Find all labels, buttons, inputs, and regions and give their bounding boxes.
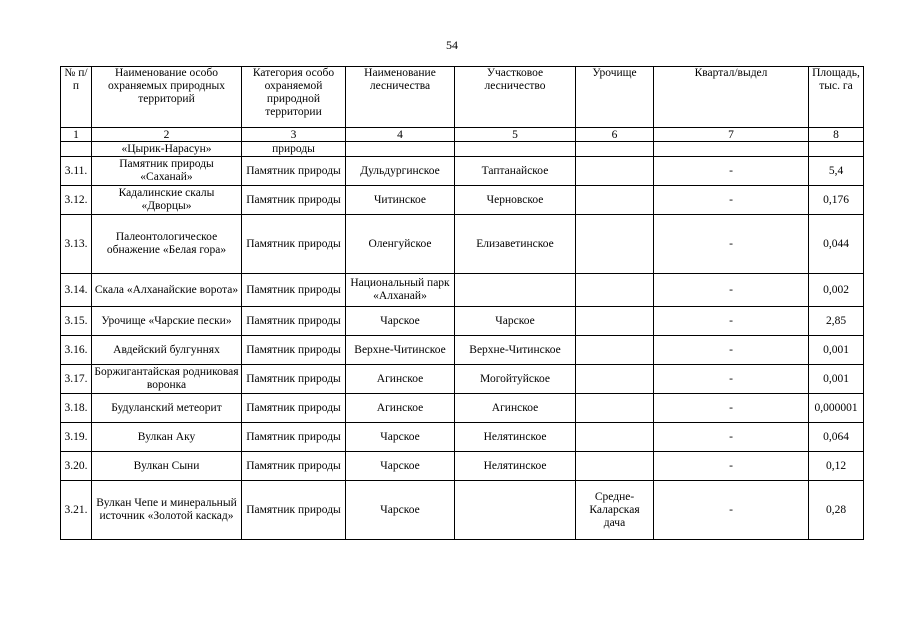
tract-cell — [576, 365, 654, 394]
area-cell: 0,000001 — [809, 394, 864, 423]
district-forestry-cell: Нелятинское — [455, 423, 576, 452]
column-number: 2 — [92, 128, 242, 142]
territory-name-cell: Скала «Алханайские ворота» — [92, 274, 242, 307]
table-cell — [455, 142, 576, 157]
quarter-section-cell: - — [654, 394, 809, 423]
header-number: № п/п — [61, 67, 92, 128]
forestry-cell: Читинское — [346, 186, 455, 215]
category-cell: Памятник природы — [242, 274, 346, 307]
tract-cell — [576, 215, 654, 274]
quarter-section-cell: - — [654, 336, 809, 365]
column-number: 1 — [61, 128, 92, 142]
header-forestry: Наименование лесничества — [346, 67, 455, 128]
column-number: 4 — [346, 128, 455, 142]
district-forestry-cell: Чарское — [455, 307, 576, 336]
category-cell: Памятник природы — [242, 365, 346, 394]
district-forestry-cell: Агинское — [455, 394, 576, 423]
territory-name-cell: Вулкан Аку — [92, 423, 242, 452]
district-forestry-cell: Могойтуйское — [455, 365, 576, 394]
quarter-section-cell: - — [654, 423, 809, 452]
district-forestry-cell: Таптанайское — [455, 157, 576, 186]
tract-cell — [576, 186, 654, 215]
table-row — [61, 452, 864, 481]
area-cell: 0,176 — [809, 186, 864, 215]
table-cell: природы — [242, 142, 346, 157]
page-number: 54 — [446, 38, 458, 52]
quarter-section-cell: - — [654, 274, 809, 307]
forestry-cell: Чарское — [346, 307, 455, 336]
territory-name-cell: Боржигантайская родниковая воронка — [92, 365, 242, 394]
tract-cell: Средне-Каларская дача — [576, 481, 654, 540]
territory-name-cell: Вулкан Сыни — [92, 452, 242, 481]
table-row — [61, 336, 864, 365]
district-forestry-cell — [455, 481, 576, 540]
header-district-forestry: Участковое лесничество — [455, 67, 576, 128]
category-cell: Памятник природы — [242, 307, 346, 336]
row-number-cell: 3.19. — [61, 423, 92, 452]
header-quarter-section: Квартал/выдел — [654, 67, 809, 128]
area-cell: 0,12 — [809, 452, 864, 481]
district-forestry-cell: Верхне-Читинское — [455, 336, 576, 365]
quarter-section-cell: - — [654, 452, 809, 481]
table-cell — [346, 142, 455, 157]
tract-cell — [576, 452, 654, 481]
quarter-section-cell: - — [654, 481, 809, 540]
protected-areas-table — [60, 66, 864, 540]
row-number-cell: 3.16. — [61, 336, 92, 365]
continuation-row — [61, 142, 864, 157]
category-cell: Памятник природы — [242, 186, 346, 215]
row-number-cell: 3.12. — [61, 186, 92, 215]
quarter-section-cell: - — [654, 365, 809, 394]
header-territory-name: Наименование особо охраняемых природных территорий — [92, 67, 242, 128]
row-number-cell: 3.15. — [61, 307, 92, 336]
table-row — [61, 186, 864, 215]
column-number: 3 — [242, 128, 346, 142]
table-header — [61, 67, 864, 128]
category-cell: Памятник природы — [242, 394, 346, 423]
table-row — [61, 307, 864, 336]
forestry-cell: Дульдургинское — [346, 157, 455, 186]
forestry-cell: Верхне-Читинское — [346, 336, 455, 365]
category-cell: Памятник природы — [242, 452, 346, 481]
district-forestry-cell: Нелятинское — [455, 452, 576, 481]
category-cell: Памятник природы — [242, 157, 346, 186]
territory-name-cell: Вулкан Чепе и минеральный источник «Золотой каскад» — [92, 481, 242, 540]
quarter-section-cell: - — [654, 307, 809, 336]
quarter-section-cell: - — [654, 215, 809, 274]
area-cell: 2,85 — [809, 307, 864, 336]
tract-cell — [576, 307, 654, 336]
tract-cell — [576, 423, 654, 452]
row-number-cell: 3.18. — [61, 394, 92, 423]
column-number: 7 — [654, 128, 809, 142]
header-category: Категория особо охраняемой природной территории — [242, 67, 346, 128]
row-number-cell: 3.17. — [61, 365, 92, 394]
column-number: 6 — [576, 128, 654, 142]
category-cell: Памятник природы — [242, 423, 346, 452]
column-number: 5 — [455, 128, 576, 142]
territory-name-cell: Урочище «Чарские пески» — [92, 307, 242, 336]
forestry-cell: Оленгуйское — [346, 215, 455, 274]
forestry-cell: Агинское — [346, 365, 455, 394]
area-cell: 0,001 — [809, 365, 864, 394]
territory-name-cell: Будуланский метеорит — [92, 394, 242, 423]
forestry-cell: Чарское — [346, 423, 455, 452]
table-cell — [809, 142, 864, 157]
category-cell: Памятник природы — [242, 336, 346, 365]
column-numbers-row — [61, 128, 864, 142]
table-row — [61, 274, 864, 307]
territory-name-cell: Кадалинские скалы «Дворцы» — [92, 186, 242, 215]
area-cell: 5,4 — [809, 157, 864, 186]
table-row — [61, 365, 864, 394]
area-cell: 0,044 — [809, 215, 864, 274]
header-area: Площадь, тыс. га — [809, 67, 864, 128]
district-forestry-cell: Черновское — [455, 186, 576, 215]
tract-cell — [576, 157, 654, 186]
row-number-cell: 3.14. — [61, 274, 92, 307]
forestry-cell: Чарское — [346, 481, 455, 540]
table-row — [61, 481, 864, 540]
table-row — [61, 215, 864, 274]
row-number-cell: 3.13. — [61, 215, 92, 274]
area-cell: 0,064 — [809, 423, 864, 452]
table-cell — [61, 142, 92, 157]
row-number-cell: 3.11. — [61, 157, 92, 186]
territory-name-cell: Авдейский булгуннях — [92, 336, 242, 365]
table-cell: «Цырик-Нарасун» — [92, 142, 242, 157]
tract-cell — [576, 336, 654, 365]
tract-cell — [576, 274, 654, 307]
tract-cell — [576, 394, 654, 423]
area-cell: 0,28 — [809, 481, 864, 540]
category-cell: Памятник природы — [242, 215, 346, 274]
territory-name-cell: Памятник природы «Саханай» — [92, 157, 242, 186]
district-forestry-cell: Елизаветинское — [455, 215, 576, 274]
forestry-cell: Национальный парк «Алханай» — [346, 274, 455, 307]
table-cell — [654, 142, 809, 157]
quarter-section-cell: - — [654, 186, 809, 215]
district-forestry-cell — [455, 274, 576, 307]
table-row — [61, 423, 864, 452]
table-cell — [576, 142, 654, 157]
table-row — [61, 157, 864, 186]
column-number: 8 — [809, 128, 864, 142]
category-cell: Памятник природы — [242, 481, 346, 540]
header-tract: Урочище — [576, 67, 654, 128]
area-cell: 0,002 — [809, 274, 864, 307]
forestry-cell: Агинское — [346, 394, 455, 423]
quarter-section-cell: - — [654, 157, 809, 186]
row-number-cell: 3.21. — [61, 481, 92, 540]
row-number-cell: 3.20. — [61, 452, 92, 481]
territory-name-cell: Палеонтологическое обнажение «Белая гора» — [92, 215, 242, 274]
table-row — [61, 394, 864, 423]
forestry-cell: Чарское — [346, 452, 455, 481]
area-cell: 0,001 — [809, 336, 864, 365]
